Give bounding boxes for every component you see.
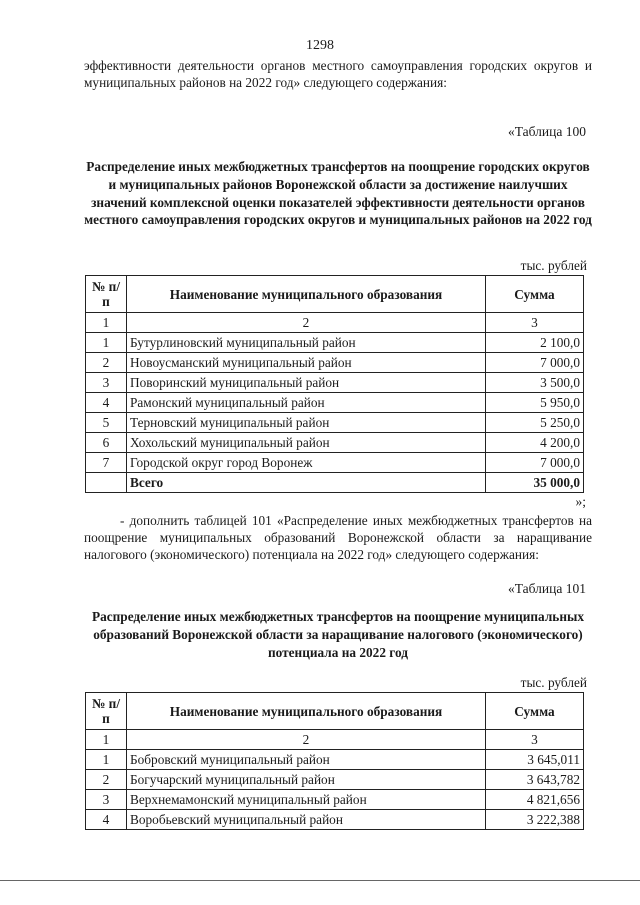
row-num: 2	[86, 353, 127, 373]
row-num: 3	[86, 790, 127, 810]
table101-label: «Таблица 101	[508, 581, 586, 596]
row-sum: 3 643,782	[486, 770, 584, 790]
row-name: Городской округ город Воронеж	[127, 453, 486, 473]
header-sum: Сумма	[486, 276, 584, 313]
colnum-1: 1	[86, 313, 127, 333]
header-name: Наименование муниципального образования	[127, 693, 486, 730]
colnum-2: 2	[127, 313, 486, 333]
row-sum: 5 950,0	[486, 393, 584, 413]
table-row	[86, 353, 584, 373]
row-sum: 3 645,011	[486, 750, 584, 770]
row-name: Богучарский муниципальный район	[127, 770, 486, 790]
table100	[85, 275, 584, 493]
header-name: Наименование муниципального образования	[127, 276, 486, 313]
colnum-3: 3	[486, 313, 584, 333]
row-name: Бобровский муниципальный район	[127, 750, 486, 770]
row-sum: 5 250,0	[486, 413, 584, 433]
table100-closing: »;	[575, 494, 586, 509]
row-name: Воробьевский муниципальный район	[127, 810, 486, 830]
row-num: 4	[86, 393, 127, 413]
total-num	[86, 473, 127, 493]
row-name: Рамонский муниципальный район	[127, 393, 486, 413]
table-row	[86, 770, 584, 790]
table101	[85, 692, 584, 830]
row-name: Терновский муниципальный район	[127, 413, 486, 433]
total-sum: 35 000,0	[486, 473, 584, 493]
table101-header-row	[86, 693, 584, 730]
table-row	[86, 373, 584, 393]
table101-unit: тыс. рублей	[520, 675, 587, 690]
row-num: 7	[86, 453, 127, 473]
table100-label: «Таблица 100	[508, 124, 586, 139]
row-name: Поворинский муниципальный район	[127, 373, 486, 393]
total-label: Всего	[127, 473, 486, 493]
scan-edge-line	[0, 880, 640, 881]
row-name: Новоусманский муниципальный район	[127, 353, 486, 373]
table100-colnum-row	[86, 313, 584, 333]
row-num: 5	[86, 413, 127, 433]
row-num: 3	[86, 373, 127, 393]
table101-colnum-row	[86, 730, 584, 750]
row-sum: 4 200,0	[486, 433, 584, 453]
colnum-3: 3	[486, 730, 584, 750]
table-row	[86, 433, 584, 453]
table-row	[86, 790, 584, 810]
row-sum: 2 100,0	[486, 333, 584, 353]
colnum-1: 1	[86, 730, 127, 750]
row-sum: 3 500,0	[486, 373, 584, 393]
table100-total-row	[86, 473, 584, 493]
row-num: 1	[86, 333, 127, 353]
table-row	[86, 453, 584, 473]
table100-unit: тыс. рублей	[520, 258, 587, 273]
table-row	[86, 810, 584, 830]
row-num: 6	[86, 433, 127, 453]
header-sum: Сумма	[486, 693, 584, 730]
table101-title: Распределение иных межбюджетных трансфертов на поощрение муниципальных образований Воронежской области за наращивание налогового (экономического) потенциала на 2022 год	[91, 609, 585, 660]
colnum-2: 2	[127, 730, 486, 750]
row-sum: 3 222,388	[486, 810, 584, 830]
row-name: Верхнемамонский муниципальный район	[127, 790, 486, 810]
row-num: 2	[86, 770, 127, 790]
page-number: 1298	[306, 38, 334, 53]
row-name: Бутурлиновский муниципальный район	[127, 333, 486, 353]
row-sum: 7 000,0	[486, 353, 584, 373]
intro-paragraph: эффективности деятельности органов местного самоуправления городских округов и муниципальных районов на 2022 год» следующего содержания:	[84, 58, 592, 90]
row-sum: 4 821,656	[486, 790, 584, 810]
row-num: 1	[86, 750, 127, 770]
table100-header-row	[86, 276, 584, 313]
row-sum: 7 000,0	[486, 453, 584, 473]
table-row	[86, 750, 584, 770]
row-num: 4	[86, 810, 127, 830]
table-row	[86, 333, 584, 353]
header-num: № п/п	[86, 693, 127, 730]
header-num: № п/п	[86, 276, 127, 313]
table-row	[86, 413, 584, 433]
row-name: Хохольский муниципальный район	[127, 433, 486, 453]
table100-title: Распределение иных межбюджетных трансфертов на поощрение городских округов и муниципальных районов Воронежской области за достижение наилучших значений комплексной оценки показателей эффективности деятельности органов местного самоуправления городских округов и муниципальных районов на 2022 год	[84, 159, 592, 228]
supplement-paragraph: - дополнить таблицей 101 «Распределение иных межбюджетных трансфертов на поощрение муниципальных образований Воронежской области за наращивание налогового (экономического) потенциала на 2022 год» следующего содержания:	[84, 513, 592, 562]
table-row	[86, 393, 584, 413]
